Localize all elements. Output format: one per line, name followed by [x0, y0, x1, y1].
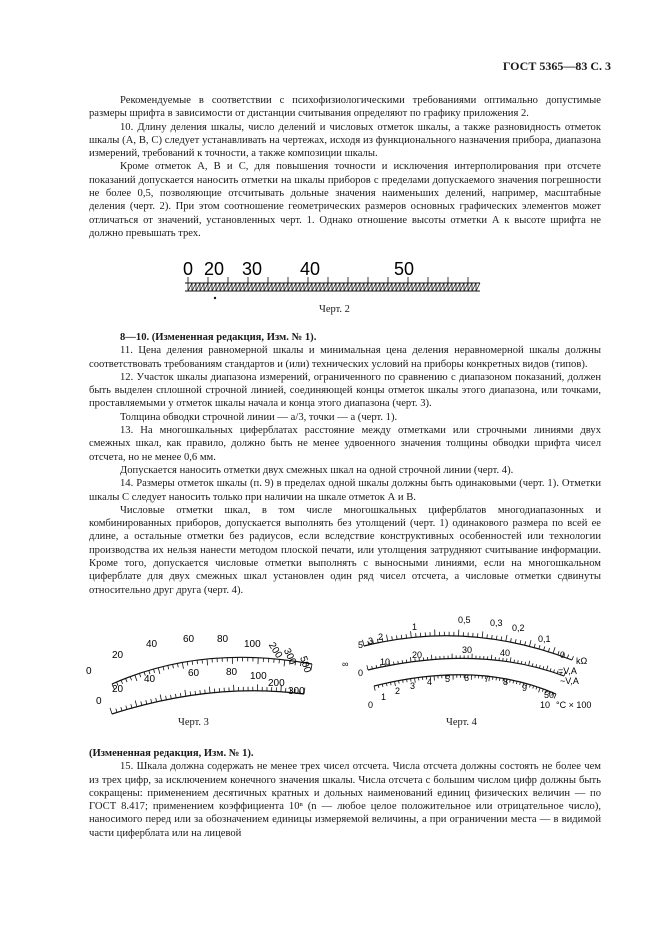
paragraph: 12. Участок шкалы диапазона измерений, ограниченного по сравнению с диапазоном показаний, должен быть выделен сплошной строчной линией, соединяющей концы отметок шкалы этого диапазона, или точками, проставляемыми у отметок шкалы начала и конца этого диапазона (черт. 3). [89, 371, 601, 410]
scale-unit: kΩ [576, 656, 588, 666]
scale-label: 200 [265, 640, 285, 661]
scale-tick [397, 635, 398, 639]
scale-tick [141, 702, 142, 706]
scale-tick [388, 283, 392, 291]
scale-tick [400, 283, 404, 291]
scale-label: 30 [242, 259, 263, 279]
scale-tick [209, 687, 210, 693]
scale-tick [533, 686, 534, 689]
scale-tick [212, 283, 216, 291]
scale-tick [396, 283, 400, 291]
scale-tick [139, 673, 140, 677]
scale-tick [204, 283, 208, 291]
scale-tick [110, 708, 112, 714]
scale-tick [521, 661, 522, 664]
scale-label: 20 [112, 684, 124, 695]
scale-tick [340, 283, 344, 291]
scale-tick [177, 663, 178, 667]
scale-tick [534, 644, 535, 648]
scale-tick [506, 635, 507, 641]
scale-tick [399, 681, 400, 684]
scale-tick [510, 657, 511, 662]
scale-tick [520, 640, 521, 644]
figure-2-caption: Черт. 2 [319, 304, 350, 315]
scale-tick [252, 283, 256, 291]
scale-tick [207, 659, 208, 665]
scale-tick [394, 662, 395, 665]
scale-tick [410, 657, 411, 662]
scale-tick [518, 660, 519, 663]
scale-tick [482, 631, 483, 637]
scale-label: 0 [358, 668, 364, 678]
scale-label: 2 [378, 632, 384, 642]
scale-tick [444, 283, 448, 291]
scale-tick [460, 283, 464, 291]
scale-tick [352, 283, 356, 291]
scale-label: 9 [522, 683, 528, 693]
paragraph: Допускается наносить отметки двух смежных шкал на одной строчной линии (черт. 4). [120, 464, 514, 476]
scale-label: 60 [183, 634, 195, 645]
scale-tick [320, 283, 324, 291]
scale-tick [308, 283, 312, 291]
scale-tick [195, 691, 196, 695]
range-dot [214, 297, 216, 299]
scale-label: 20 [112, 650, 124, 661]
scale-tick [228, 283, 232, 291]
scale-tick [536, 687, 537, 690]
scale-tick [121, 707, 122, 711]
scale-tick [392, 636, 393, 640]
scale-tick [188, 283, 192, 291]
scale-tick [420, 283, 424, 291]
scale-tick [151, 699, 152, 703]
paragraph: 15. Шкала должна содержать не менее трех чисел отсчета. Числа отсчета должны состоять не более чем из трех цифр, за исключением конечного значения шкалы. Числа отсчета с большим числом цифр должны быть сокращены: применением десятичных кратных и дольных наименований единиц физических величин — по ГОСТ 8.417; применением коэффициента 10ⁿ (n — любое целое положительное или отрицательное число), наносимого перед или за обозначением единицы измеряемой величины, а при ограничении места — в видимой части циферблата или на лицевой [89, 761, 601, 839]
scale-label: 50 [394, 259, 415, 279]
scale-tick [368, 283, 372, 291]
paragraph: Толщина обводки строчной линии — a/3, точки — a (черт. 1). [120, 411, 398, 423]
scale-tick [292, 283, 296, 291]
scale-tick [316, 283, 320, 291]
scale-tick [196, 283, 200, 291]
scale-tick [280, 283, 284, 291]
scale-tick [187, 662, 188, 666]
scale-tick [348, 283, 352, 291]
scale-label: 5 [445, 674, 451, 684]
scale-tick [364, 283, 368, 291]
scale-tick [547, 666, 548, 671]
scale-tick [264, 283, 268, 291]
scale-label: 300 [288, 686, 305, 697]
scale-tick [372, 283, 376, 291]
scale-tick [328, 283, 332, 291]
scale-label: 100 [250, 671, 267, 682]
scale-tick [200, 690, 201, 694]
scale-tick [130, 677, 131, 681]
scale-tick [428, 283, 432, 291]
paragraph: Числовые отметки шкал, в том числе многошкальных циферблатов многодиапазонных и комбинированных приборов, допускается выполнять без утолщений (черт. 1) одинакового размера по всей ее длине, а остальные отметки без радиусов, если вследствие конструктивных особенностей или технологии производства их нельзя нанести методом плоской печати, или утолщения затрудняют считывание информации. Кроме того, допускается числовые отметки выполнять с выносными линиями, если на многошкальном циферблате для двух смежных шкал установлен один ряд чисел отсчета, а числовые отметки сдвинуты относительно друг друга (черт. 4). [89, 504, 601, 596]
scale-tick [539, 645, 540, 649]
scale-tick [224, 283, 228, 291]
scale-label: 20 [412, 650, 423, 660]
scale-tick [539, 688, 541, 693]
scale-tick [244, 283, 248, 291]
scale-unit: =V,A [558, 666, 577, 676]
scale-tick [452, 283, 456, 291]
scale-label: 10 [540, 700, 551, 710]
scale-label: 40 [500, 648, 511, 658]
scale-tick [304, 283, 308, 291]
scale-label: 80 [217, 634, 229, 645]
scale-tick [472, 283, 476, 291]
scale-tick [514, 660, 515, 663]
scale-tick [171, 695, 172, 699]
scale-tick [220, 283, 224, 291]
scale-tick [360, 283, 364, 291]
scale-tick [384, 283, 388, 291]
scale-label: 60 [188, 668, 200, 679]
scale-label: 8 [503, 677, 509, 687]
scale-tick [200, 283, 204, 291]
scale-label: 6 [464, 673, 470, 683]
scale-tick [163, 667, 164, 671]
scale-tick [544, 646, 545, 650]
scale-tick [284, 660, 285, 666]
scale-tick [324, 283, 328, 291]
scale-tick [411, 631, 412, 637]
scale-label: 5 [358, 640, 364, 650]
scale-tick [336, 283, 340, 291]
scale-label: 20 [204, 259, 225, 279]
scale-label: 1 [381, 692, 387, 702]
scale-label: 0 [368, 700, 374, 710]
scale-tick [548, 648, 549, 652]
scale-label: 80 [226, 667, 238, 678]
scale-tick [344, 283, 348, 291]
figure-3-caption: Черт. 3 [178, 717, 209, 728]
scale-tick [448, 283, 452, 291]
scale-tick [501, 636, 502, 640]
scale-tick [192, 283, 196, 291]
paragraph: 11. Цена деления равномерной шкалы и минимальная цена деления неравномерной шкалы должны соответствовать требованиям стандартов и (или) технических условий на приборы конкретных видов (типов). [89, 345, 601, 370]
scale-tick [376, 283, 380, 291]
scale-tick [404, 283, 408, 291]
scale-label: 0,1 [538, 634, 551, 644]
paragraph: 13. На многошкальных циферблатах расстояние между отметками или строчными линиями двух смежных шкал, как правило, должно быть не менее удвоенного значения толщины обводки шрифта чисел отсчета, но не менее 0,6 мм. [89, 425, 601, 463]
scale-label: 40 [146, 639, 158, 650]
scale-tick [168, 665, 169, 669]
scale-tick [146, 700, 147, 704]
text-block-3 [89, 747, 601, 840]
scale-tick [440, 283, 444, 291]
scale-label: 0 [183, 259, 194, 279]
scale-tick [424, 283, 428, 291]
scale-label: 2 [395, 686, 401, 696]
scale-tick [529, 640, 531, 646]
scale-tick [284, 283, 288, 291]
scale-tick [192, 661, 193, 665]
paragraph [89, 331, 601, 344]
scale-label: 0 [86, 666, 92, 677]
scale-tick [412, 283, 416, 291]
scale-tick [554, 694, 556, 698]
scale-label: 500 [297, 654, 313, 675]
scale-label: 10 [380, 657, 391, 667]
figure-4-caption: Черт. 4 [446, 717, 477, 728]
scale-tick [387, 635, 388, 641]
scale-tick [380, 283, 384, 291]
amendment-note: (Измененная редакция, Изм. № 1). [89, 748, 254, 759]
scale-tick [476, 283, 480, 291]
scale-tick [126, 678, 127, 682]
paragraph [89, 747, 601, 760]
page-header: ГОСТ 5365—83 С. 3 [502, 59, 611, 73]
scale-unit: ~V,A [560, 676, 579, 686]
scale-label: 0,5 [458, 615, 471, 625]
scale-label: 7 [484, 674, 490, 684]
scale-tick [403, 680, 404, 683]
text-block-1 [89, 94, 601, 240]
scale-tick [288, 283, 292, 291]
scale-label: 200 [268, 678, 285, 689]
scale-tick [175, 694, 176, 698]
scale-label: 0 [96, 696, 102, 707]
scale-tick [436, 283, 440, 291]
scale-label: 1 [412, 622, 418, 632]
scale-tick [180, 693, 181, 697]
scale-tick [367, 665, 368, 670]
scale-label: 50 [544, 690, 555, 700]
scale-tick [392, 283, 396, 291]
scale-tick [543, 666, 544, 669]
scale-unit: °C × 100 [556, 700, 592, 710]
amendment-note: 8—10. (Измененная редакция, Изм. № 1). [120, 332, 317, 343]
scale-tick [525, 641, 526, 645]
scale-tick [208, 283, 212, 291]
scale-tick [529, 661, 530, 666]
scale-label: 40 [144, 674, 156, 685]
scale-tick [374, 686, 375, 691]
scale-tick [464, 283, 468, 291]
scale-tick [166, 696, 167, 700]
scale-label: 0,2 [512, 623, 525, 633]
scale-tick [131, 704, 132, 708]
scale-tick [236, 283, 240, 291]
scale-tick [468, 283, 472, 291]
scale-tick [572, 656, 573, 660]
figure-2-scale [180, 253, 490, 301]
figure-4-multiscale-dial [338, 612, 613, 714]
scale-tick [511, 638, 512, 642]
scale-label: 4 [427, 677, 433, 687]
scale-tick [567, 654, 568, 658]
scale-tick [158, 668, 160, 674]
scale-tick [173, 664, 174, 668]
scale-tick [240, 283, 244, 291]
scale-tick [126, 706, 127, 710]
scale-tick [260, 283, 264, 291]
text-block-2 [89, 331, 601, 597]
scale-label: 0 [560, 650, 566, 660]
scale-tick [492, 635, 493, 639]
scale-label: 100 [244, 639, 261, 650]
scale-label: ∞ [342, 659, 349, 669]
scale-tick [272, 283, 276, 291]
scale-tick [432, 283, 436, 291]
scale-tick [135, 701, 137, 707]
scale-tick [515, 639, 516, 643]
scale-label: 3 [410, 681, 416, 691]
scale-tick [232, 283, 236, 291]
scale-tick [356, 283, 360, 291]
scale-tick [156, 698, 157, 702]
scale-label: 0,3 [490, 618, 503, 628]
scale-tick [256, 283, 260, 291]
scale-tick [216, 283, 220, 291]
scale-tick [135, 675, 137, 681]
scale-tick [276, 283, 280, 291]
scale-tick [248, 283, 252, 291]
scale-tick [530, 685, 531, 688]
scale-tick [312, 283, 316, 291]
scale-tick [416, 283, 420, 291]
scale-tick [553, 647, 555, 653]
scale-tick [160, 694, 161, 700]
scale-tick [296, 283, 300, 291]
paragraph: Рекомендуемые в соответствии с психофизиологическими требованиями оптимально допустимые размеры шрифта в зависимости от дистанции считывания определяют по графику приложения 2. [89, 95, 601, 120]
scale-label: 40 [300, 259, 321, 279]
scale-tick [268, 283, 272, 291]
scale-tick [154, 669, 155, 673]
scale-tick [558, 651, 559, 655]
scale-tick [401, 635, 402, 639]
scale-tick [408, 283, 412, 291]
scale-tick [554, 670, 555, 673]
scale-label: 30 [462, 645, 473, 655]
scale-tick [182, 662, 183, 668]
scale-tick [185, 690, 186, 696]
scale-tick [197, 660, 198, 664]
scale-tick [116, 709, 117, 713]
paragraph: 10. Длину деления шкалы, число делений и числовых отметок шкалы, а также разновидность отметок шкалы (А, В, С) следует устанавливать на чертежах, исходя из функционального назначения прибора, диапазона измерений, требований к точности, а также композиции шкалы. [89, 121, 601, 160]
scale-tick [550, 668, 551, 671]
scale-tick [496, 636, 497, 640]
scale-label: 3 [368, 636, 374, 646]
scale-tick [190, 691, 191, 695]
scale-tick [300, 283, 304, 291]
figure-3-dial [82, 622, 332, 720]
paragraph: 14. Размеры отметок шкалы (п. 9) в пределах одной шкалы должны быть одинаковыми (черт. 1). Отметки шкалы С следует наносить только при наличии на шкале отметок А и В. [89, 478, 601, 503]
paragraph: Кроме отметок А, В и С, для повышения точности и исключения интерполирования при отсчете показаний допускается наносить отметки на шкалы приборов с пределами допускаемого значения погрешности не более 0,5, позволяющие отсчитывать дольные значения наименьших делений, например, масштабные деления (черт. 2). При этом соотношение геометрических размеров основных графических элементов может отличаться от значений, установленных черт. 1. Однако отношение высоты отметки А к высоте шрифта не должно превышать трех. [89, 161, 601, 239]
scale-tick [456, 283, 460, 291]
scale-label: 300 [280, 646, 298, 667]
scale-tick [332, 283, 336, 291]
